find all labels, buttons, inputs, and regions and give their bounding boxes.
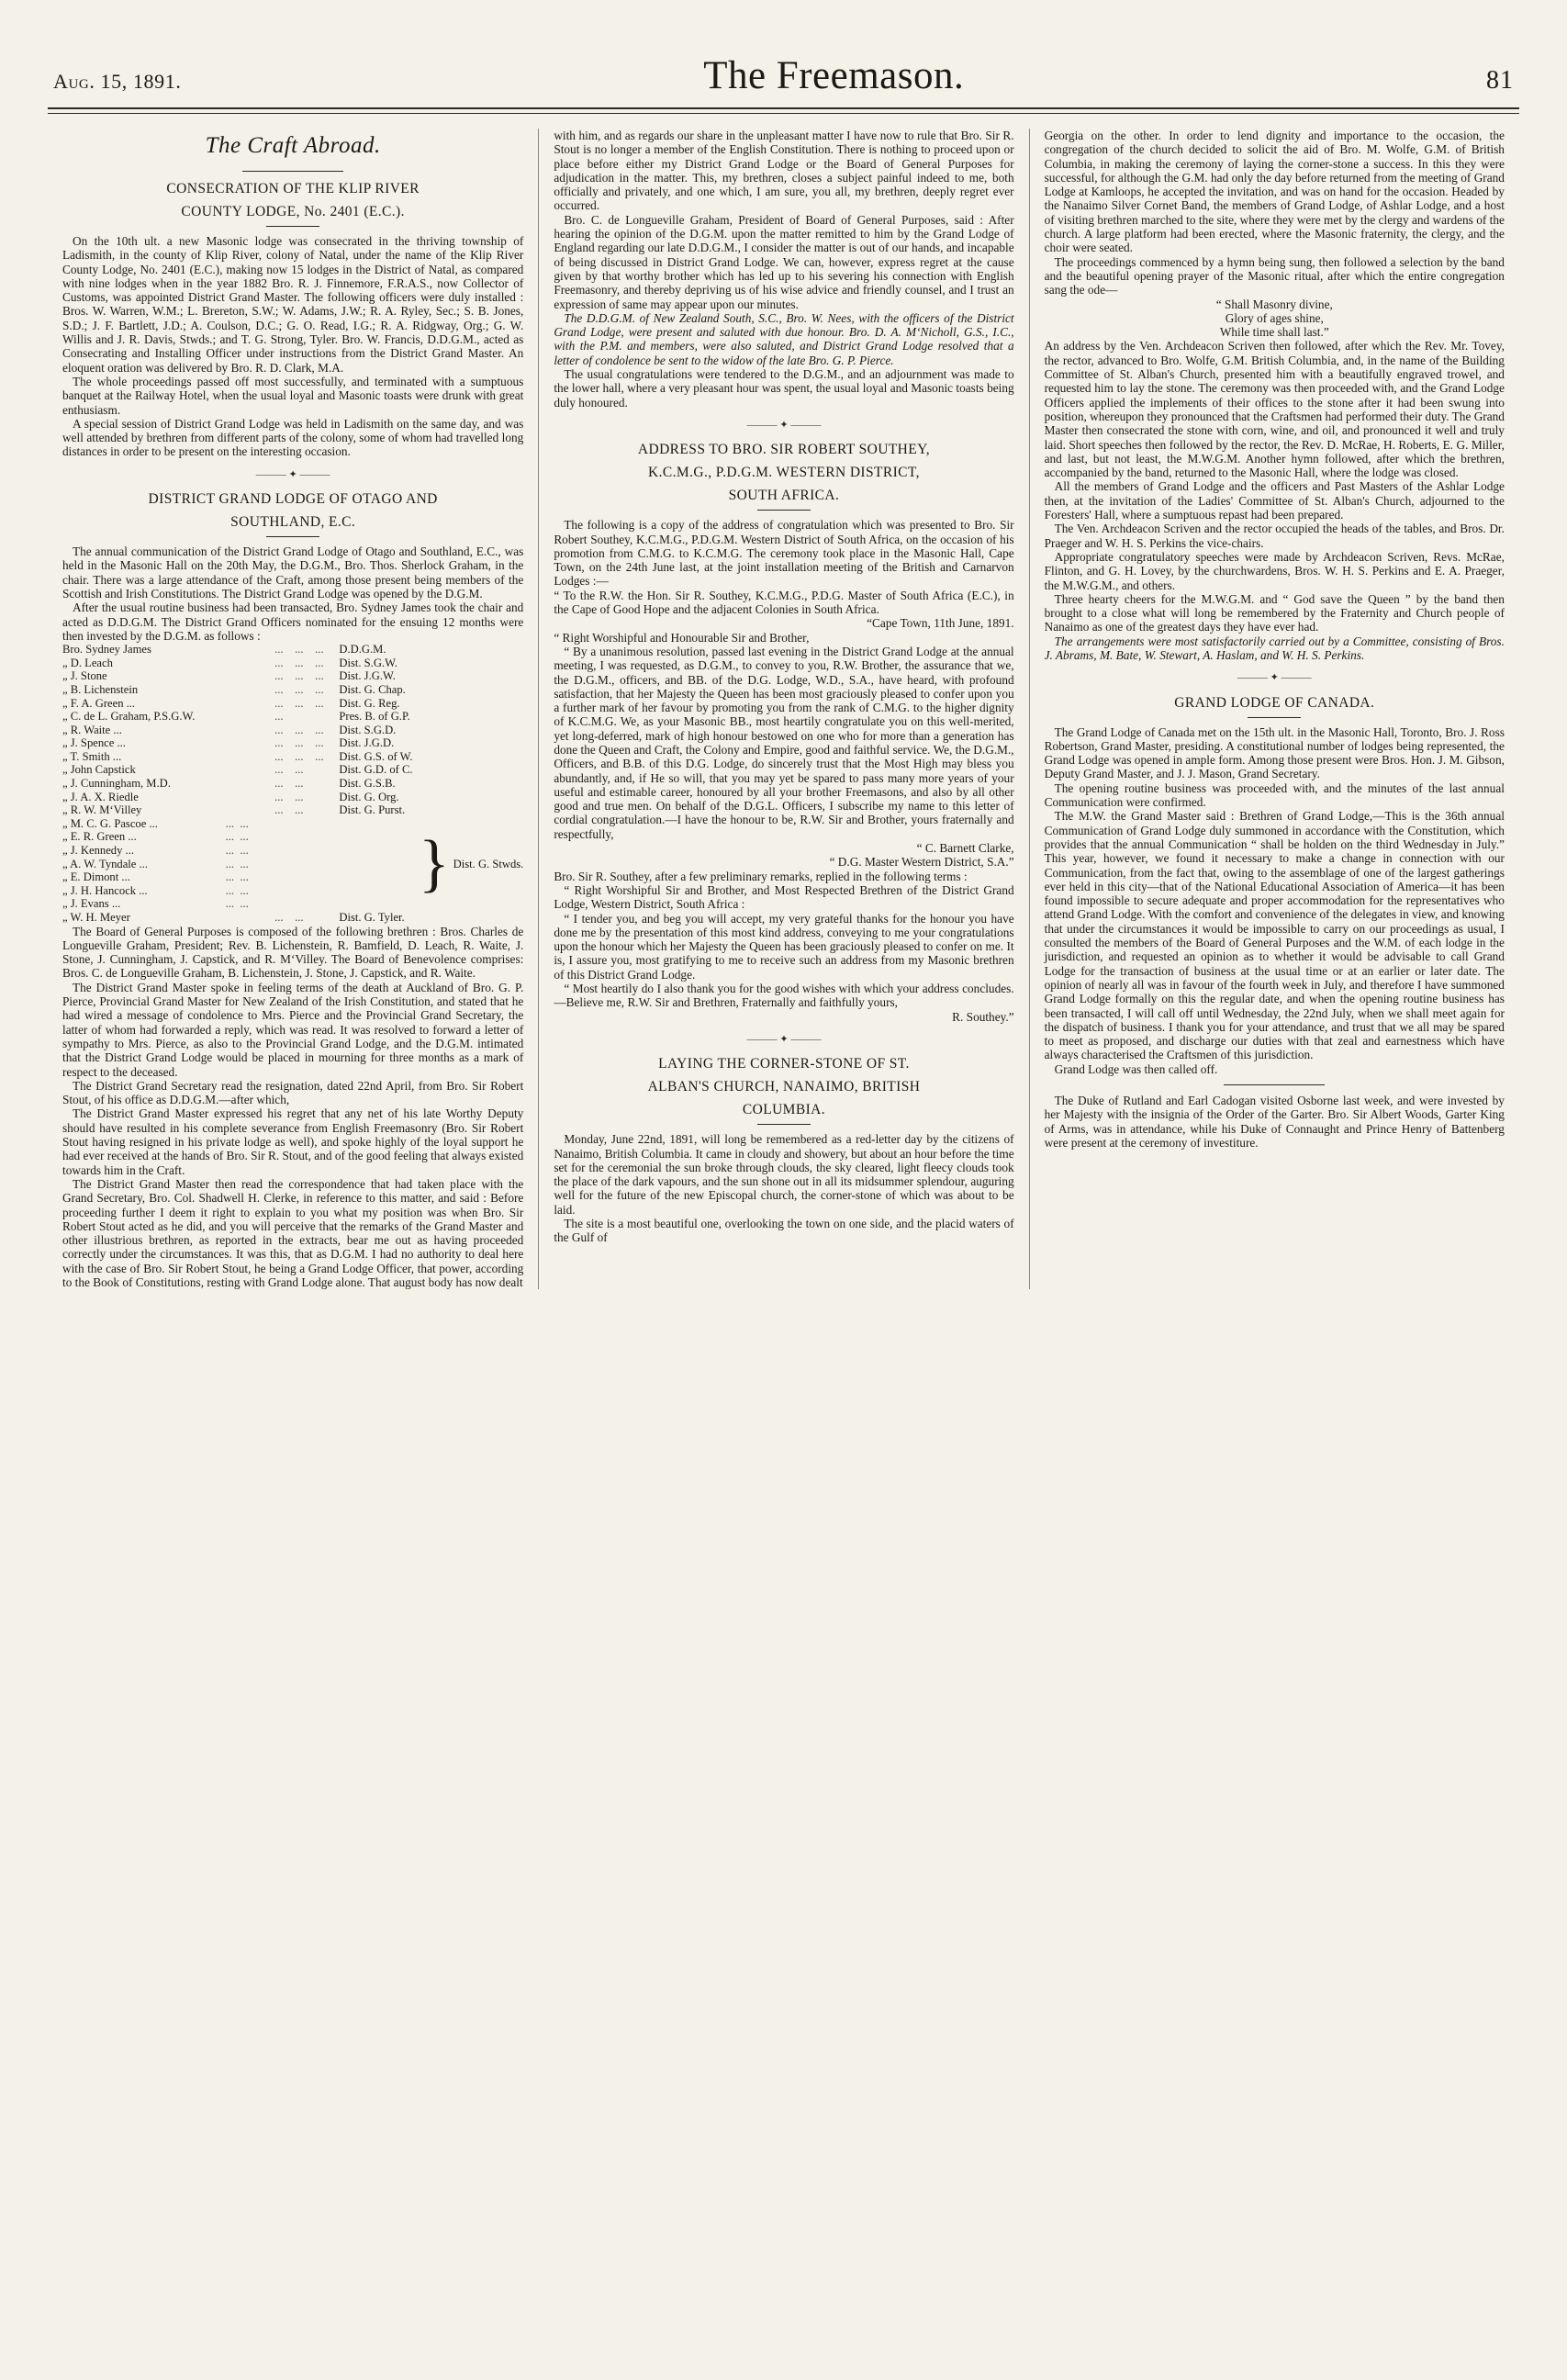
paragraph: The Duke of Rutland and Earl Cadogan visited Osborne last week, and were invested by her Majesty with the insignia of the Order of the Garter. Bro. Sir Albert Woods, Garter King of Arms, was in attendance, while his Duke of Connaught and Prince Henry of Battenberg were present at the ceremony of investiture. (1044, 1094, 1505, 1150)
paragraph: Grand Lodge was then called off. (1054, 1061, 1218, 1076)
paragraph: The opening routine business was proceeded with, and the minutes of the last annual Communication were confirmed. (1044, 780, 1505, 810)
article-3-headline-line3: SOUTH AFRICA. (728, 488, 840, 504)
officer-name: „ F. A. Green ... (62, 696, 136, 710)
article-4-headline-line2: ALBAN'S CHURCH, NANAIMO, BRITISH (647, 1079, 921, 1095)
officer-name: „ R. Waite ... (62, 723, 122, 736)
leader-dots: ... ... ... (274, 736, 324, 750)
leader-dots: ... ... ... (274, 682, 324, 696)
officer-name: „ C. de L. Graham, P.S.G.W. (62, 710, 196, 724)
dateline: “Cape Town, 11th June, 1891. (867, 616, 1014, 631)
paragraph: An address by the Ven. Archdeacon Scriven then followed, after which the Rev. Mr. Tovey, the rector, advanced to Bro. Wolfe, G.M. British Columbia, and, in the name of the Building Committee of St. Alban's Church, presented him with a beautifully engraved trowel, and requested him to lay the stone. The ceremony was then proceeded with, and the Grand Lodge Officers applied the implements of their offices to the stone after it had been swung into position, whereupon they pronounced that the Craftsmen had performed their duty. The Grand Master then consecrated the stone with corn, wine, and oil, and pronounced it well and truly laid. Short speeches then followed by the rector, the Rev. D. McRae, H. Roberts, E. G. Miller, and last, but not least, the M.W.G.M. Another hymn followed, after which the brethren, accompanied by the band, returned to the Masonic Hall, where the lodge was closed. (1044, 339, 1505, 480)
paragraph: Appropriate congratulatory speeches were made by Archdeacon Scriven, Revs. McRae, Flinton, and G. H. Lovey, by the churchwardens, Bros. W. H. S. Perkins and E. A. Praeger, the M.W.G.M., and others. (1044, 549, 1505, 592)
officer-name: „ E. R. Green ... (62, 830, 137, 844)
signature: R. Southey.” (952, 1009, 1014, 1024)
paragraph: The following is a copy of the address of congratulation which was presented to Bro. Sir Robert Southey, K.C.M.G., P.D.G.M. Western District of South Africa, on the occasion of his promotion from C.M.G. to K.C.M.G. The ceremony took place in the Masonic Hall, Cape Town, on the 24th June last, at the joint installation meeting of the British and Carnarvon Lodges :— (554, 518, 1014, 589)
paragraph: Monday, June 22nd, 1891, will long be remembered as a red-letter day by the citizens of Nanaimo, British Columbia. It came in cloudy and showery, but about an hour before the time set for the ceremonial the sun broke through clouds, the sky cleared, light fleecy clouds took the place of the dark vapours, and the sun shone out in all its midsummer splendour, auguring well for the future of the new Episcopal church, the corner-stone of which was about to be laid. (554, 1132, 1014, 1217)
officer-row (62, 643, 523, 657)
article-2-headline-line1: DISTRICT GRAND LODGE OF OTAGO AND (148, 491, 438, 508)
hymn-line: “ Shall Masonry divine, (1215, 297, 1333, 311)
hymn-line: Glory of ages shine, (1225, 310, 1324, 325)
leader-dots: ... ... (225, 830, 249, 844)
officer-office: Dist. G.D. of C. (339, 763, 413, 777)
paragraph: After the usual routine business had been transacted, Bro. Sydney James took the chair and acted as D.D.G.M. The District Grand Officers nominated for the ensuing 12 months were then invested by the D.G.M. as follows : (62, 601, 524, 643)
paragraph: “ Right Worshipful Sir and Brother, and Most Respected Brethren of the District Grand Lodge, Western District, South Africa : (554, 882, 1014, 912)
paragraph: The District Grand Secretary read the resignation, dated 22nd April, from Bro. Sir Robert Stout, of his office as D.D.G.M.—after which, (62, 1078, 524, 1107)
paragraph: All the members of Grand Lodge and the officers and Past Masters of the Ashlar Lodge then, at the invitation of the Ladies' Committee of St. Alban's Church, adjourned to the Foresters' Hall, where a sumptuous repast had been prepared. (1044, 479, 1505, 522)
officer-name: „ W. H. Meyer (62, 911, 130, 924)
officer-office: Dist. G. Reg. (339, 696, 400, 710)
article-4-headline-line1: LAYING THE CORNER-STONE OF ST. (658, 1056, 910, 1072)
article-1-headline-line1: CONSECRATION OF THE KLIP RIVER (166, 181, 420, 196)
officer-row (62, 817, 417, 831)
ornament-divider (62, 467, 523, 482)
signature: “ C. Barnett Clarke, (916, 841, 1014, 856)
officer-row (62, 750, 523, 764)
officer-name: „ J. Kennedy ... (62, 844, 134, 858)
leader-dots: ... ... (225, 857, 249, 870)
ornament-divider (554, 1032, 1013, 1047)
officer-office: Dist. G. Org. (339, 790, 399, 803)
officer-name: „ T. Smith ... (62, 749, 122, 763)
paragraph: The District Grand Master expressed his regret that any net of his late Worthy Deputy should have resulted in his complete severance from English Freemasonry (Bro. Sir Robert Stout having resigned in his private lodge as well), and spoke highly of the loyal support he had ever received at the hands of Bro. Sir R. Stout, and of the good feeling that always existed towards him in the Craft. (62, 1106, 524, 1177)
leader-dots: ... ... (225, 844, 249, 858)
divider (266, 536, 319, 537)
divider (1248, 717, 1301, 718)
paragraph: Bro. C. de Longueville Graham, President of Board of General Purposes, said : After hearing the opinion of the D.G.M. upon the matter remitted to him by the Grand Lodge of England regarding our late D.D.G.M., I consider the matter is out of our hands, and incapable of being discussed in District Grand Lodge. We can, however, express regret at the cause given by that worthy brother which has led up to his severing his connection with English Freemasonry, and thereby depriving us of his wise advice and friendly counsel, and I trust an expression of same may appear upon our minutes. (554, 212, 1014, 311)
officer-name: „ B. Lichenstein (62, 682, 139, 696)
leader-dots: ... ... ... (274, 656, 324, 669)
brace-icon: } (419, 827, 450, 899)
hymn-line: While time shall last.” (1219, 325, 1329, 340)
officer-name: „ J. Evans ... (62, 897, 121, 911)
article-3-headline-line1: ADDRESS TO BRO. SIR ROBERT SOUTHEY, (637, 442, 931, 458)
officer-office: Dist. S.G.W. (339, 656, 397, 669)
paragraph: “ To the R.W. the Hon. Sir R. Southey, K.C.M.G., P.D.G. Master of South Africa (E.C.), in the Cape of Good Hope and the adjacent Colonies in South Africa. (554, 588, 1014, 617)
paragraph: Three hearty cheers for the M.W.G.M. and “ God save the Queen ” by the band then brought to a close what will long be remembered by the Fraternity and Church people of Nanaimo as one of the greatest days they have ever had. (1044, 591, 1505, 634)
officer-name: „ J. Spence ... (62, 736, 126, 750)
publication-title: The Freemason. (703, 54, 965, 97)
officer-office: D.D.G.M. (339, 643, 386, 657)
officer-name: „ D. Leach (62, 656, 113, 669)
stewards-office: Dist. G. Stwds. (453, 857, 524, 870)
paragraph: On the 10th ult. a new Masonic lodge was consecrated in the thriving township of Ladismith, in the county of Klip River, colony of Natal, under the name of the Klip River County Lodge, No. 2401 (E.C.), making now 15 lodges in the District of Natal, as compared with nine lodges when in the year 1882 Bro. R. J. Finnemore, F.R.A.S., now Collector of Customs, was appointed District Grand Master. The following officers were duly installed : Bros. W. Warren, W.M.; L. Brereton, S.W.; W. Adams, J.W.; R. A. Ryley, Sec.; S. B. Jones, S.D.; J. F. Bartlett, J.D.; A. Coulson, D.C.; G. O. Read, I.G.; R. A. Ridgway, Org.; G. W. Willis and J. R. Davis, Stwds.; and T. G. Strong, Tyler. Bro. W. Francis, D.D.G.M., acted as Consecrating and Installing Officer under instructions from the District Grand Master. An eloquent oration was delivered by Bro. R. D. Clark, M.A. (62, 234, 524, 375)
officer-office: Dist. G. Purst. (339, 803, 406, 817)
ornament-divider (554, 418, 1013, 432)
officer-row (62, 710, 523, 724)
officer-name: „ R. W. M‘Villey (62, 803, 142, 817)
paragraph: The District Grand Master spoke in feeling terms of the death at Auckland of Bro. G. P. Pierce, Provincial Grand Master for New Zealand of the Irish Constitution, and stated that he had wired a message of condolence to Mrs. Pierce and the Provincial Grand Secretary, the latter of whom had forwarded a reply, which was read. It was resolved to forward a letter of sympathy to Mrs. Pierce, as also to the Provincial Grand Lodge, and the D.G.M. intimated that the District Grand Lodge would be placed in mourning for three months as a mark of respect to the deceased. (62, 980, 524, 1079)
paragraph: The Ven. Archdeacon Scriven and the rector occupied the heads of the tables, and Bros. Dr. Praeger and W. H. S. Perkins the vice-chairs. (1044, 522, 1505, 550)
officer-name: Bro. Sydney James (62, 643, 151, 657)
signature-title: “ D.G. Master Western District, S.A.” (829, 855, 1014, 870)
article-4-headline-line3: COLUMBIA. (742, 1102, 826, 1118)
officer-row (62, 657, 523, 670)
paragraph: A special session of District Grand Lodge was held in Ladismith on the same day, and was well attended by brethren from different parts of the colony, some of whom had travelled long distances in order to be present on the interesting occasion. (62, 416, 524, 459)
paragraph: The annual communication of the District Grand Lodge of Otago and Southland, E.C., was held in the Masonic Hall on the 20th May, the D.G.M., Bro. Thos. Sherlock Graham, in the chair. There was a large attendance of the Craft, among those present being members of the Scottish and Irish Constitutions. The District Grand Lodge was opened by the D.G.M. (62, 544, 524, 601)
leader-dots: ... ... (274, 790, 304, 803)
officer-name: „ J. H. Hancock ... (62, 883, 148, 897)
officer-row (62, 897, 417, 911)
officer-name: „ J. Stone (62, 669, 107, 683)
paragraph: “ Right Worshipful and Honourable Sir and Brother, (554, 630, 810, 645)
officer-name: „ J. Cunningham, M.D. (62, 777, 171, 791)
article-5-headline: GRAND LODGE OF CANADA. (1174, 694, 1375, 711)
paragraph: The M.W. the Grand Master said : Brethren of Grand Lodge,—This is the 36th annual Communication of Grand Lodge duly summoned in accordance with the Constitution, which provides that the annual Communication “ shall be holden on the third Wednesday in July.” This year, however, we found it necessary to make a change in connection with our Communication, from the fact that, owing to the assemblage of one of the largest gatherings ever held in this city—that of the National Educational Association of America—it has been found impossible to secure adequate and proper accommodation for the representatives who attend Grand Lodge. With the comfort and convenience of the delegates in view, and knowing that under the circumstances it would be impossible to carry on our proceedings as usual, I consulted the members of the Board of General Purposes and the W.M. of each lodge in the jurisdiction, and requested an opinion as to whether it would be advisable to call Grand Lodge for the transaction of business at the usual time or at an earlier or later date. The opinion of nearly all was in favour of the fourth week in July, and therefore I have summoned Grand Lodge formally on this the regular date, and when the opening routine business has been transacted, I will call off until Wednesday, the 22nd July, when we shall meet again for the dispatch of business. I thank you for your attendance, and trust that we all may be spared to meet as proposed, and discharge our duties with that zeal and earnestness which have always characterised the Craftsmen of this jurisdiction. (1044, 809, 1505, 1062)
officer-office: Dist. G. Chap. (339, 682, 406, 696)
officer-office: Dist. S.G.D. (339, 723, 397, 736)
paragraph: “ I tender you, and beg you will accept, my very grateful thanks for the honour you have done me by the presentation of this most kind address, conveying to me your congratulations upon the honour which her Majesty the Queen has been graciously pleased to confer on me. It is, I assure you, most gratifying to me to receive such an address from my Masonic brethren of this District Grand Lodge. (554, 911, 1014, 982)
officer-row (62, 697, 523, 711)
leader-dots: ... ... ... (274, 723, 324, 736)
leader-dots: ... ... (274, 777, 304, 791)
paragraph: The arrangements were most satisfactorily carried out by a Committee, consisting of Bros. J. Abrams, M. Bate, W. Stewart, A. Haslam, and W. H. S. Perkins. (1044, 634, 1505, 662)
masthead-rule (48, 107, 1519, 114)
paragraph: “ By a unanimous resolution, passed last evening in the District Grand Lodge at the annual meeting, I was requested, as D.G.M., to convey to you, R.W. Brother, the assurance that we, the D.G.M., officers, and BB. of the D.G. Lodge, W.D., S.A., have heard, with profound satisfaction, that her Majesty the Queen has been most graciously pleased to confer upon you a further mark of her favour by promoting you from the rank of C.M.G. to the higher dignity of K.C.M.G. We, as your Masonic BB., most heartily congratulate you on this well-merited, yet long-deferred, mark of high honour bestowed on one who for more than a generation has done the Queen and Craft, the Colony and Empire, good and faithful service. We, the D.G.M., Officers, and B.B. of this D.G. Lodge, do sincerely trust that the Most High may bless you abundantly, and, if He so will, that you may yet be spared to pass many more years of your useful and estimable career, honoured by all your brother Freemasons, and also by all other good and true men. On behalf of the D.G.L. Officers, I subscribe my name to this letter of cordial congratulation.—I have the honour to be, R.W. Sir and Brother, yours fraternally and respectfully, (554, 644, 1014, 841)
leader-dots: ... ... ... (274, 643, 324, 657)
section-title: The Craft Abroad. (205, 133, 381, 158)
officer-row (62, 911, 523, 925)
officer-office: Dist. G.S.B. (339, 777, 396, 791)
paragraph: The site is a most beautiful one, overlooking the town on one side, and the placid waters of the Gulf of (554, 1217, 1014, 1245)
officer-row (62, 763, 523, 777)
masthead (48, 53, 1519, 107)
officer-row (62, 683, 523, 697)
article-1-headline-line2: COUNTY LODGE, No. 2401 (E.C.). (181, 204, 405, 219)
officer-row (62, 669, 523, 683)
divider (266, 226, 319, 227)
officer-row (62, 791, 523, 804)
leader-dots: ... ... (274, 911, 304, 924)
officer-office: Dist. J.G.D. (339, 736, 395, 750)
stewards-names (62, 817, 417, 911)
paragraph: with him, and as regards our share in the unpleasant matter I have now to rule that Bro. Sir R. Stout is no longer a member of the English Constitution. There is nothing to proceed upon or place before either my District Grand Lodge or the Board of General Purposes for adjudication in the matter. This, my brethren, closes a subject painful indeed to me, both officially and privately, and one which, I am sure, you all, my brethren, deeply regret ever occurred. (554, 129, 1014, 213)
officer-name: „ M. C. G. Pascoe ... (62, 816, 158, 830)
column-2 (538, 129, 1028, 1289)
column-3 (1029, 129, 1519, 1289)
officer-row (62, 884, 417, 898)
leader-dots: ... ... (225, 870, 249, 884)
officer-name: „ J. A. X. Riedle (62, 790, 139, 803)
officer-office: Dist. G.S. of W. (339, 749, 413, 763)
paragraph: Georgia on the other. In order to lend dignity and importance to the occasion, the congregation of the church decided to solicit the aid of Bro. M. Wolfe, G.M. of British Columbia, in making the ceremony of laying the corner-stone a success. In this they were successful, for although the G.M. had only the day before returned from the meeting of Grand Lodge at Kamloops, he accepted the invitation, and was on hand for the occasion. Headed by the Nanaimo Silver Cornet Band, the members of Grand Lodge, of Ashlar Lodge, and a host of visiting brethren marched to the site, where they were met by the clergy and wardens of the church. A large platform had been erected, where the Masonic fraternity, the clergy, and the choir were seated. (1044, 129, 1505, 255)
article-2-headline-line2: SOUTHLAND, E.C. (230, 514, 356, 531)
divider (757, 1124, 811, 1125)
paragraph: The Board of General Purposes is composed of the following brethren : Bros. Charles de Longueville Graham, President; Rev. B. Lichenstein, R. Bamfield, D. Leach, R. Waite, J. Stone, J. Cunningham, J. Capstick, and R. M‘Villey. The Board of Benevolence comprises: Bros. C. de Longueville Graham, B. Lichenstein, J. Stone, J. Capstick, and R. Waite. (62, 924, 524, 981)
paragraph: The District Grand Master then read the correspondence that had taken place with the Grand Secretary, Bro. Col. Shadwell H. Clerke, in reference to this matter, and said : Before proceeding further I deem it right to explain to you what my position was when Bro. Sir Robert Stout acted as he did, and you will perceive that the remarks of the Grand Master and other illustrious brethren, as reported in the extracts, bear me out as having proceeded correctly under the circumstances. It was this, that as D.G.M. I had no authority to deal here with the case of Bro. Sir Robert Stout, he being a Grand Lodge Officer, that power, according to the Book of Constitutions, resting with Grand Lodge alone. That august body has now dealt (62, 1176, 524, 1290)
leader-dots: ... ... (274, 763, 304, 777)
ornament-divider (1045, 670, 1505, 685)
columns (48, 129, 1519, 1289)
officer-row (62, 830, 417, 844)
divider (242, 171, 343, 172)
page-number: 81 (1485, 66, 1514, 95)
leader-dots: ... ... ... (274, 669, 324, 683)
officer-row (62, 777, 523, 791)
officer-name: „ John Capstick (62, 763, 136, 777)
paragraph: The D.D.G.M. of New Zealand South, S.C., Bro. W. Nees, with the officers of the District Grand Lodge, were present and saluted with due honour. Bro. D. A. M‘Nicholl, G.S., I.C., with the P.M. and members, were also saluted, and District Grand Lodge resolved that a letter of condolence be sent to the widow of the late Bro. G. P. Pierce. (554, 310, 1014, 367)
article-3-headline-line2: K.C.M.G., P.D.G.M. WESTERN DISTRICT, (648, 465, 920, 481)
paragraph: “ Most heartily do I also thank you for the good wishes with which your address concludes.—Believe me, R.W. Sir and Brethren, Fraternally and faithfully yours, (554, 982, 1014, 1010)
officer-list (62, 643, 523, 924)
officer-office: Dist. J.G.W. (339, 669, 396, 683)
officer-row (62, 724, 523, 737)
divider (757, 510, 811, 511)
leader-dots: ... ... (225, 897, 249, 911)
leader-dots: ... ... (225, 816, 249, 830)
officer-row (62, 870, 417, 884)
leader-dots: ... ... (274, 803, 304, 817)
paragraph: The Grand Lodge of Canada met on the 15th ult. in the Masonic Hall, Toronto, Bro. J. Ross Robertson, Grand Master, presiding. A constitutional number of lodges being represented, the Grand Lodge was opened in ample form. Among those present were Bros. Hon. J. M. Gibson, Deputy Grand Master, and J. J. Mason, Grand Secretary. (1044, 724, 1505, 781)
leader-dots: ... ... ... (274, 696, 324, 710)
officer-office: Dist. G. Tyler. (339, 911, 405, 924)
divider (1224, 1084, 1325, 1085)
officer-name: „ E. Dimont ... (62, 870, 130, 884)
officer-row (62, 736, 523, 750)
leader-dots: ... (274, 710, 284, 724)
paragraph: The whole proceedings passed off most successfully, and terminated with a sumptuous banquet at the Railway Hotel, when the usual loyal and Masonic toasts were drunk with great enthusiasm. (62, 374, 524, 417)
column-1 (48, 129, 538, 1289)
officer-row (62, 803, 523, 817)
officer-office: Pres. B. of G.P. (339, 710, 410, 724)
officer-name: „ A. W. Tyndale ... (62, 857, 148, 870)
paragraph: The proceedings commenced by a hymn being sung, then followed a selection by the band and the beautiful opening prayer of the Masonic ritual, after which the entire congregation sang the ode— (1044, 254, 1505, 298)
officer-row (62, 844, 417, 858)
issue-date: Aug. 15, 1891. (53, 70, 182, 93)
leader-dots: ... ... (225, 883, 249, 897)
officer-row (62, 858, 417, 871)
leader-dots: ... ... ... (274, 749, 324, 763)
paragraph: The usual congratulations were tendered to the D.G.M., and an adjournment was made to the lower hall, where a very pleasant hour was spent, the usual loyal and Masonic toasts being duly honoured. (554, 367, 1014, 410)
paragraph: Bro. Sir R. Southey, after a few preliminary remarks, replied in the following terms : (554, 869, 968, 883)
stewards-group (62, 817, 523, 911)
